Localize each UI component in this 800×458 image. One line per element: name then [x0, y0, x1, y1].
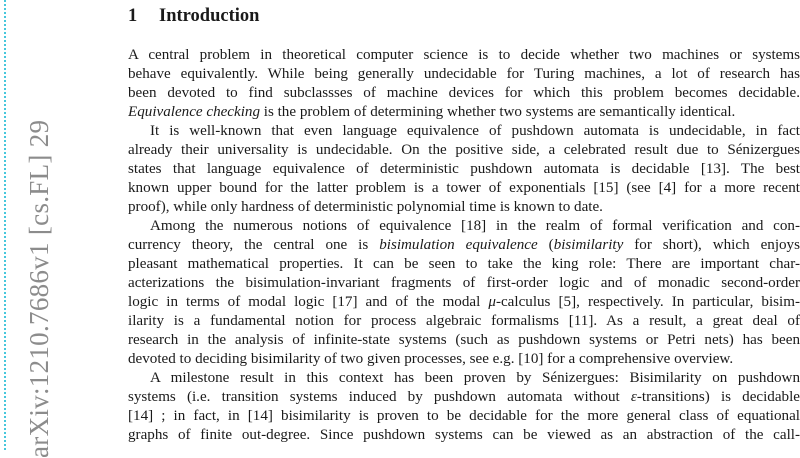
- italic-text: ε: [630, 389, 637, 405]
- text-segment: A milestone result in this context has been proven by Sénizergues: Bisimilarity on pushdown: [150, 370, 800, 386]
- text-line: [128, 236, 800, 255]
- text-line: [128, 388, 800, 407]
- text-line: [128, 312, 800, 331]
- text-segment: graphs of finite out-degree. Since pushdown systems can be viewed as an abstraction of the call-: [128, 427, 800, 443]
- text-line: [128, 198, 800, 217]
- section-heading: [128, 2, 800, 30]
- text-segment: known upper bound for the latter problem is a tower of exponentials [15] (see [4] for a more recent: [128, 180, 800, 196]
- text-segment: been devoted to find subclassses of machine devices for which this problem becomes decidable.: [128, 85, 800, 101]
- sidebar-dotted-border: [4, 0, 6, 450]
- text-segment: proof), while only hardness of deterministic polynomial time is known to date.: [128, 199, 603, 215]
- text-line: [128, 331, 800, 350]
- text-segment: A central problem in theoretical computer science is to decide whether two machines or systems: [128, 47, 800, 63]
- italic-text: Equivalence checking: [128, 104, 260, 120]
- paragraph: [128, 369, 800, 445]
- text-segment: currency theory, the central one is: [128, 237, 380, 253]
- section-title: Introduction: [159, 6, 260, 26]
- heading-gap: [128, 30, 800, 46]
- text-segment: is the problem of determining whether two systems are semantically identical.: [260, 104, 736, 120]
- italic-text: μ: [488, 294, 496, 310]
- italic-text: bisimilarity: [553, 237, 624, 253]
- text-segment: for short), which enjoys: [623, 237, 800, 253]
- text-segment: logic in terms of modal logic [17] and of the modal: [128, 294, 489, 310]
- text-line: [128, 350, 800, 369]
- text-line: [128, 255, 800, 274]
- text-segment: research in the analysis of infinite-state systems (such as pushdown systems or Petri nets) has been: [128, 332, 800, 348]
- text-segment: states that language equivalence of deterministic pushdown automata is decidable [13]. The best: [128, 161, 800, 177]
- text-line: [128, 103, 800, 122]
- arxiv-identifier: arXiv:1210.7686v1 [cs.FL] 29: [24, 119, 54, 458]
- text-segment: It is well-known that even language equivalence of pushdown automata is undecidable, in fact: [150, 123, 800, 139]
- text-line: [128, 369, 800, 388]
- text-line: [128, 65, 800, 84]
- text-line: [128, 179, 800, 198]
- text-line: [128, 217, 800, 236]
- text-segment: -calculus [5], respectively. In particular, bisim-: [495, 294, 800, 310]
- italic-text: bisimulation equivalence: [379, 237, 538, 253]
- text-line: [128, 426, 800, 445]
- text-line: [128, 46, 800, 65]
- text-segment: ilarity is a fundamental notion for process algebraic formalisms [11]. As a result, a great deal of: [128, 313, 800, 329]
- arxiv-sidebar: [0, 0, 54, 458]
- paper-body: [128, 2, 800, 445]
- text-segment: acterizations the bisimulation-invariant fragments of first-order logic and of monadic second-order: [128, 275, 800, 291]
- text-segment: -transitions) is decidable: [636, 389, 800, 405]
- text-line: [128, 407, 800, 426]
- text-segment: systems (i.e. transition systems induced by pushdown automata without: [128, 389, 631, 405]
- text-segment: [14] ; in fact, in [14] bisimilarity is proven to be decidable for the more general class of equational: [128, 408, 800, 424]
- text-line: [128, 122, 800, 141]
- section-number: 1: [128, 6, 138, 26]
- text-line: [128, 141, 800, 160]
- text-segment: Among the numerous notions of equivalence [18] in the realm of formal verification and con-: [150, 218, 800, 234]
- text-segment: (: [537, 237, 554, 253]
- text-line: [128, 274, 800, 293]
- text-line: [128, 160, 800, 179]
- text-segment: already their universality is undecidable. On the positive side, a celebrated result due to Sénizergues: [128, 142, 800, 158]
- text-line: [128, 84, 800, 103]
- text-segment: devoted to deciding bisimilarity of two given processes, see e.g. [10] for a comprehensive overview.: [128, 351, 734, 367]
- paragraph: [128, 122, 800, 217]
- text-segment: pleasant mathematical properties. It can be seen to take the king role: There are important char-: [128, 256, 800, 272]
- paragraph: [128, 217, 800, 369]
- text-segment: behave equivalently. While being generally undecidable for Turing machines, a lot of research has: [128, 66, 800, 82]
- paragraph: [128, 46, 800, 122]
- text-line: [128, 293, 800, 312]
- paragraphs: [128, 46, 800, 445]
